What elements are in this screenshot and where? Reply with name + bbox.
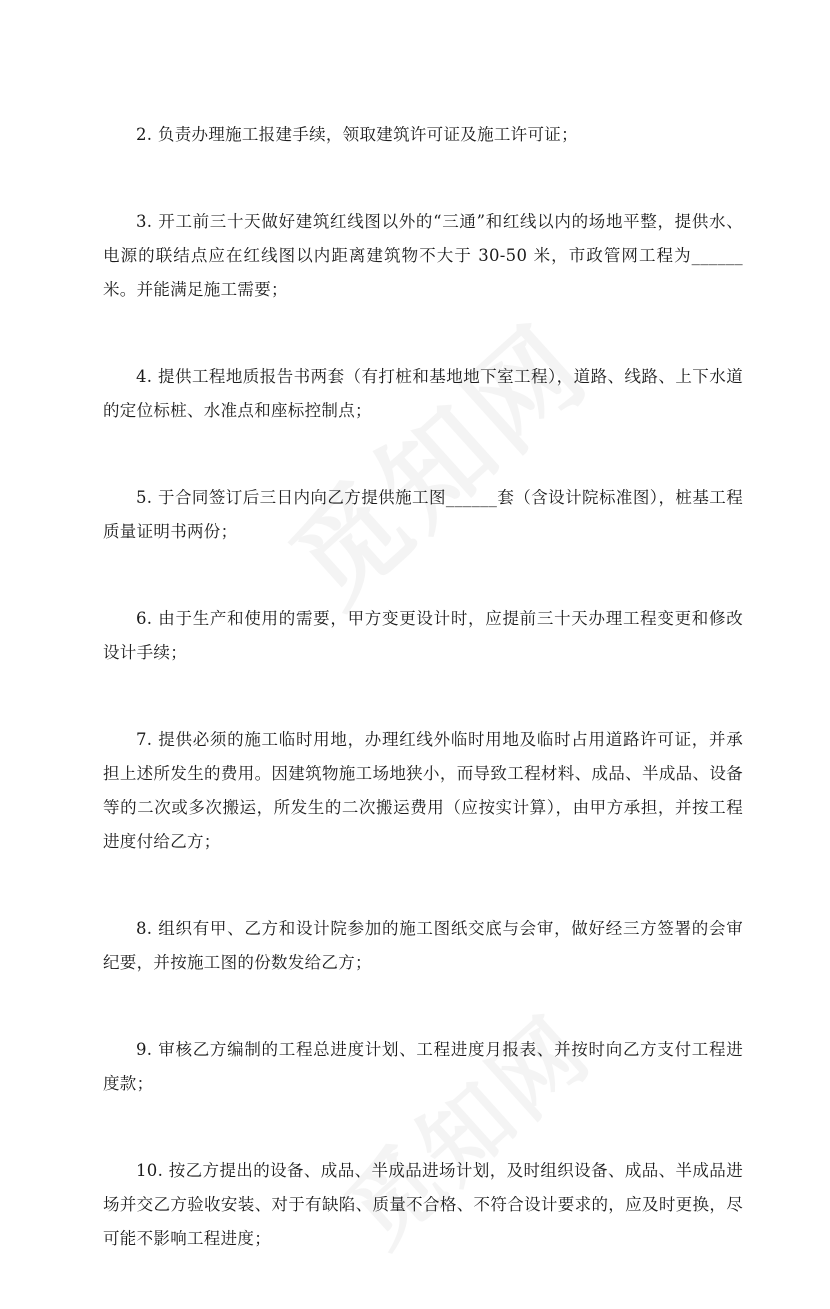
document-body [103, 118, 743, 1309]
clause-2: 2. 负责办理施工报建手续，领取建筑许可证及施工许可证； [136, 125, 578, 144]
clause-9: 9. 审核乙方编制的工程总进度计划、工程进度月报表、并按时向乙方支付工程进度款； [103, 1040, 743, 1093]
clause-8: 8. 组织有甲、乙方和设计院参加的施工图纸交底与会审，做好经三方签署的会审纪要，并按施工图的份数发给乙方； [103, 919, 743, 972]
clause-6: 6. 由于生产和使用的需要，甲方变更设计时，应提前三十天办理工程变更和修改设计手续； [103, 609, 743, 662]
clause-5: 5. 于合同签订后三日内向乙方提供施工图______套（含设计院标准图），桩基工程质量证明书两份； [103, 488, 743, 541]
clause-10: 10. 按乙方提出的设备、成品、半成品进场计划，及时组织设备、成品、半成品进场并交乙方验收安装、对于有缺陷、质量不合格、不符合设计要求的，应及时更换，尽可能不影响工程进度； [103, 1161, 743, 1248]
clause-7: 7. 提供必须的施工临时用地，办理红线外临时用地及临时占用道路许可证，并承担上述所发生的费用。因建筑物施工场地狭小，而导致工程材料、成品、半成品、设备等的二次或多次搬运，所发生的二次搬运费用（应按实计算），由甲方承担，并按工程进度付给乙方； [103, 730, 743, 851]
clause-3: 3. 开工前三十天做好建筑红线图以外的“三通”和红线以内的场地平整，提供水、电源的联结点应在红线图以内距离建筑物不大于 30-50 米，市政管网工程为______米。并能满足施工需要； [103, 212, 743, 299]
clause-4: 4. 提供工程地质报告书两套（有打桩和基地地下室工程），道路、线路、上下水道的定位标桩、水准点和座标控制点； [103, 367, 743, 420]
